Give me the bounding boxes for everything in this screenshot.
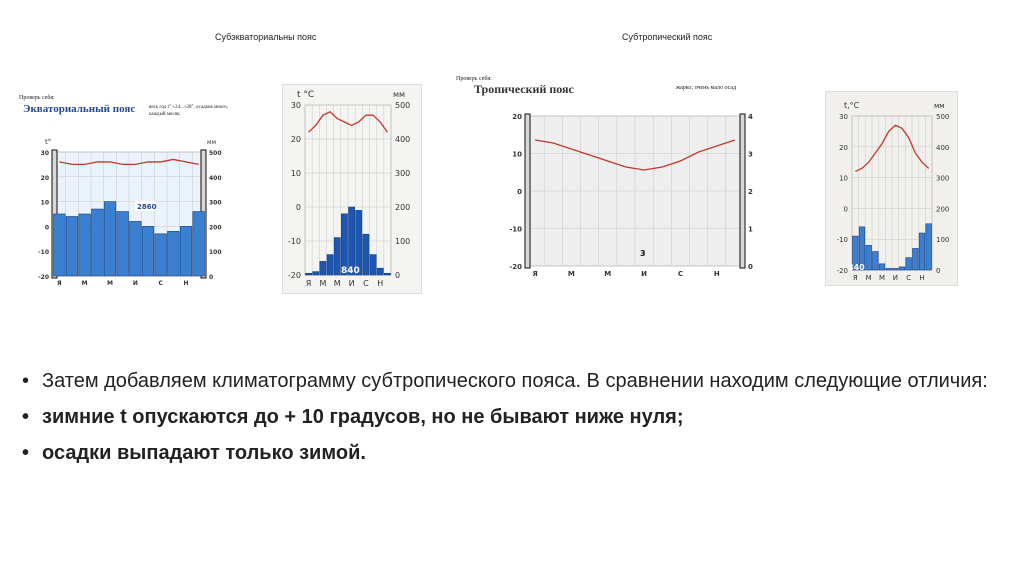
month-label: М xyxy=(878,274,886,282)
month-label: С xyxy=(677,270,683,278)
right-tick-label: 400 xyxy=(936,143,950,152)
precipitation-bar xyxy=(906,258,912,270)
y-axis-label-temp: t° xyxy=(45,138,52,146)
precipitation-bar xyxy=(866,245,872,270)
left-tick-label: -20 xyxy=(836,267,848,275)
month-label: И xyxy=(348,279,355,288)
right-tick-label: 300 xyxy=(209,199,222,207)
bullet-item-2 xyxy=(22,404,1002,430)
precipitation-bar xyxy=(349,207,355,275)
month-label: С xyxy=(363,279,369,288)
chart-title: Экваториальный пояс xyxy=(23,103,136,115)
month-label: М xyxy=(107,280,113,287)
month-label: И xyxy=(892,274,898,282)
bullet-dot-icon: • xyxy=(22,442,30,464)
y-axis-label-temp: t,°C xyxy=(844,101,860,110)
month-label: Я xyxy=(852,274,858,282)
bullet-text-2: зимние t опускаются до + 10 градусов, но не бывают ниже нуля; xyxy=(42,406,684,428)
precipitation-bar xyxy=(130,221,142,276)
left-tick-label: -20 xyxy=(38,274,49,281)
left-tick-label: 10 xyxy=(512,150,522,159)
right-tick-label: 100 xyxy=(936,236,950,245)
bullet-text-3: осадки выпадают только зимой. xyxy=(42,442,366,464)
precipitation-bar xyxy=(92,209,104,276)
right-tick-label: 500 xyxy=(936,113,950,121)
precipitation-bar xyxy=(893,268,899,270)
precipitation-bar xyxy=(327,255,333,275)
precipitation-bar xyxy=(334,238,340,275)
right-tick-label: 300 xyxy=(936,174,950,183)
left-tick-label: 20 xyxy=(290,135,301,144)
precipitation-bar xyxy=(313,272,319,275)
precipitation-bar xyxy=(79,214,91,276)
y-axis-label-precip: мм xyxy=(934,102,945,110)
left-tick-label: -10 xyxy=(287,237,301,246)
subtropical-chart-svg xyxy=(826,92,957,285)
temperature-scale-ruler xyxy=(525,114,530,268)
chart-note: весь год t° +24...+28°, осадков много, каждый месяц xyxy=(149,105,228,117)
precipitation-bar xyxy=(117,212,129,276)
bullet-list xyxy=(22,368,1002,476)
right-tick-label: 100 xyxy=(209,249,222,257)
tropical-climatogram xyxy=(454,74,770,296)
left-tick-label: -10 xyxy=(509,225,522,234)
precipitation-bar xyxy=(193,212,205,276)
month-label: И xyxy=(641,270,648,278)
month-label: Н xyxy=(377,279,384,288)
right-tick-label: 200 xyxy=(936,205,950,214)
right-tick-label: 0 xyxy=(209,274,214,281)
right-tick-label: 400 xyxy=(209,174,222,182)
right-tick-label: 4 xyxy=(748,113,753,121)
precipitation-bar xyxy=(899,267,905,270)
right-tick-label: 100 xyxy=(395,237,411,246)
left-tick-label: -20 xyxy=(509,263,522,271)
left-tick-label: 0 xyxy=(517,188,522,196)
precipitation-bar xyxy=(879,264,885,270)
right-tick-label: 3 xyxy=(748,150,753,159)
right-tick-label: 400 xyxy=(395,135,411,144)
subequatorial-chart-svg xyxy=(283,85,421,293)
y-axis-label-temp: t °C xyxy=(297,90,315,100)
month-label: Н xyxy=(919,274,925,282)
bullet-text-1: Затем добавляем климатограмму субтропического пояса. В сравнении находим следующие отличия: xyxy=(42,370,988,392)
precipitation-bar xyxy=(919,233,925,270)
left-tick-label: 30 xyxy=(839,113,848,121)
left-tick-label: -10 xyxy=(836,236,848,245)
left-tick-label: 0 xyxy=(44,224,49,232)
precipitation-bar xyxy=(54,214,66,276)
left-tick-label: -20 xyxy=(287,271,301,280)
month-label: С xyxy=(158,280,163,287)
subequatorial-climatogram xyxy=(282,84,422,294)
precipitation-bar xyxy=(873,252,879,270)
precipitation-bar xyxy=(363,234,369,275)
precipitation-bar xyxy=(155,234,167,276)
month-label: М xyxy=(333,279,341,288)
precipitation-bar xyxy=(320,261,326,275)
right-tick-label: 500 xyxy=(395,101,411,110)
right-tick-label: 200 xyxy=(209,224,222,232)
month-label: Я xyxy=(57,280,62,287)
month-label: С xyxy=(906,274,912,282)
right-tick-label: 300 xyxy=(395,169,411,178)
right-tick-label: 1 xyxy=(748,225,753,234)
precipitation-total-label: 840 xyxy=(341,266,360,276)
chart-note-2: жарко; очень мало осад xyxy=(676,85,737,91)
precipitation-bar xyxy=(168,231,180,276)
right-tick-label: 0 xyxy=(748,263,753,271)
bullet-item-1 xyxy=(22,368,1002,394)
precipitation-bar xyxy=(886,268,892,270)
month-label: М xyxy=(81,280,88,287)
month-label: М xyxy=(865,274,872,282)
precipitation-bar xyxy=(66,216,78,276)
check-yourself-label-2: Проверь себя: xyxy=(456,76,492,82)
precipitation-bar xyxy=(377,268,383,275)
precipitation-total-label: 2860 xyxy=(137,203,157,211)
left-tick-label: 10 xyxy=(839,174,848,183)
precipitation-total-label: 3 xyxy=(640,249,646,258)
month-label: Я xyxy=(532,270,538,278)
precipitation-bar xyxy=(180,226,192,276)
left-tick-label: -10 xyxy=(38,249,49,257)
left-tick-label: 10 xyxy=(40,199,49,207)
month-label: Н xyxy=(713,270,720,278)
bullet-dot-icon: • xyxy=(22,406,30,428)
tropical-chart-svg xyxy=(454,74,770,296)
left-tick-label: 10 xyxy=(290,169,301,178)
precipitation-total-label: 840 xyxy=(848,263,865,272)
chart-title-2: Тропический пояс xyxy=(474,82,574,96)
heading-subtropical: Субтропический пояс xyxy=(622,32,713,42)
bullet-item-3 xyxy=(22,440,1002,466)
right-tick-label: 500 xyxy=(209,150,222,157)
bullet-dot-icon: • xyxy=(22,370,30,392)
right-tick-label: 200 xyxy=(395,203,411,212)
check-yourself-label: Проверь себя: xyxy=(19,95,55,101)
heading-subequatorial: Субэкваториальны пояс xyxy=(215,32,317,42)
left-tick-label: 30 xyxy=(40,150,49,157)
left-tick-label: 20 xyxy=(40,174,49,182)
left-tick-label: 0 xyxy=(843,205,848,214)
right-tick-label: 2 xyxy=(748,188,753,196)
precipitation-bar xyxy=(926,224,932,270)
y-axis-label-precip: мм xyxy=(393,90,406,99)
subtropical-climatogram xyxy=(825,91,958,286)
month-label: Н xyxy=(183,280,189,287)
equatorial-chart-svg xyxy=(17,94,229,294)
precipitation-bar xyxy=(306,273,312,275)
month-label: М xyxy=(604,270,612,278)
y-axis-label-precip: мм xyxy=(207,139,217,146)
left-tick-label: 20 xyxy=(512,113,522,121)
right-tick-label: 0 xyxy=(936,267,941,275)
right-tick-label: 0 xyxy=(395,271,401,280)
month-label: М xyxy=(567,270,575,278)
precipitation-scale-ruler xyxy=(740,114,745,268)
month-label: И xyxy=(132,280,138,287)
left-tick-label: 30 xyxy=(290,101,301,110)
left-tick-label: 20 xyxy=(839,143,848,152)
precipitation-bar xyxy=(104,202,116,276)
precipitation-bar xyxy=(142,226,154,276)
precipitation-bar xyxy=(913,248,919,270)
month-label: М xyxy=(319,279,327,288)
precipitation-bar xyxy=(370,255,376,275)
left-tick-label: 0 xyxy=(295,203,301,212)
month-label: Я xyxy=(305,279,312,288)
precipitation-bar xyxy=(384,273,390,275)
equatorial-climatogram xyxy=(17,94,229,294)
